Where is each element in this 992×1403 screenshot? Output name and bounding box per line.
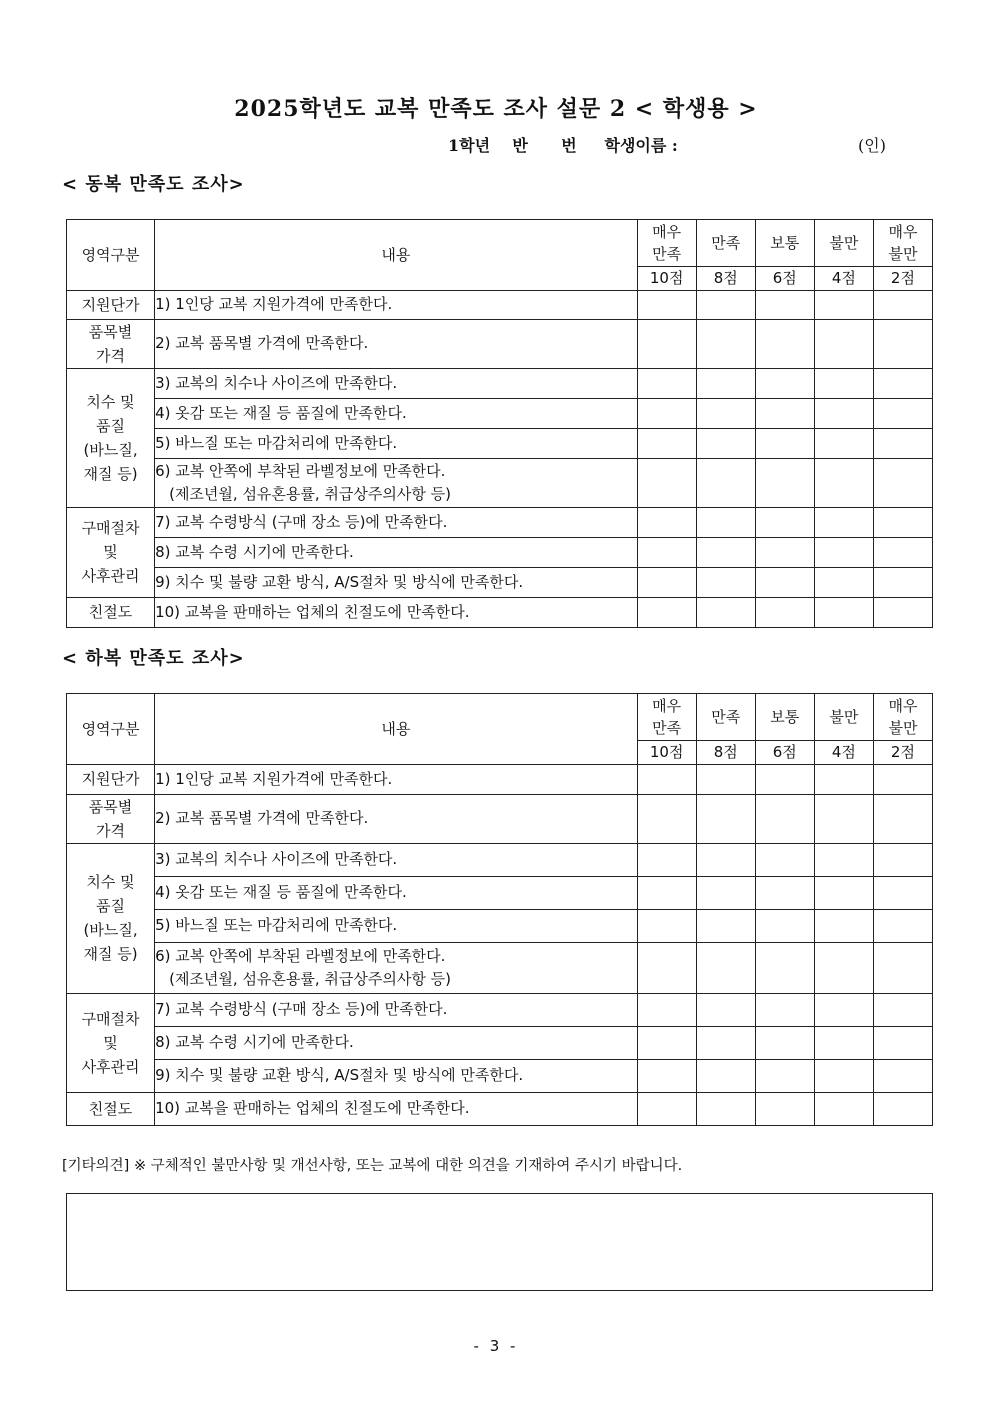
rating-cell[interactable] [637, 993, 696, 1026]
rating-cell[interactable] [755, 993, 814, 1026]
survey-item [155, 458, 638, 507]
rating-points: 4점 [814, 741, 873, 765]
category-price: 품목별 가격 [67, 794, 155, 843]
rating-cell[interactable] [696, 537, 755, 567]
rating-cell[interactable] [637, 368, 696, 398]
category-header: 영역구분 [67, 220, 155, 291]
survey-item-text: 7) 교복 수령방식 (구매 장소 등)에 만족한다. [155, 512, 448, 531]
rating-cell[interactable] [814, 993, 873, 1026]
survey-item-text: 2) 교복 품목별 가격에 만족한다. [155, 809, 369, 828]
rating-cell[interactable] [637, 1026, 696, 1059]
rating-cell[interactable] [637, 942, 696, 993]
rating-points: 2점 [873, 267, 932, 291]
rating-cell[interactable] [873, 319, 932, 368]
category-header: 영역구분 [67, 694, 155, 765]
rating-cell[interactable] [814, 1092, 873, 1125]
rating-cell[interactable] [755, 794, 814, 843]
rating-cell[interactable] [873, 458, 932, 507]
rating-cell[interactable] [873, 428, 932, 458]
survey-row [67, 993, 933, 1026]
rating-header: 보통 [755, 694, 814, 741]
survey-item-text: 10) 교복을 판매하는 업체의 친절도에 만족한다. [155, 1099, 470, 1118]
survey-item-text: 6) 교복 안쪽에 부착된 라벨정보에 만족한다. [155, 462, 446, 480]
summer-survey-table [66, 693, 933, 1126]
survey-row [67, 597, 933, 627]
survey-item-subtext: (제조년월, 섬유혼용률, 취급상주의사항 등) [169, 969, 451, 988]
rating-cell[interactable] [696, 398, 755, 428]
rating-cell[interactable] [873, 398, 932, 428]
survey-item [155, 909, 638, 942]
survey-row [67, 507, 933, 537]
survey-item [155, 1026, 638, 1059]
survey-item [155, 764, 638, 794]
winter-section-heading: < 동복 만족도 조사> [62, 174, 245, 195]
category-quality: 치수 및 품질 (바느질, 재질 등) [67, 843, 155, 993]
rating-cell[interactable] [696, 794, 755, 843]
rating-cell[interactable] [696, 1026, 755, 1059]
rating-cell[interactable] [873, 597, 932, 627]
summer-section-heading: < 하복 만족도 조사> [62, 648, 245, 669]
survey-item-text: 7) 교복 수령방식 (구매 장소 등)에 만족한다. [155, 1000, 448, 1019]
rating-cell[interactable] [755, 1026, 814, 1059]
rating-cell[interactable] [696, 319, 755, 368]
rating-cell[interactable] [696, 567, 755, 597]
rating-cell[interactable] [637, 319, 696, 368]
survey-row [67, 843, 933, 876]
rating-cell[interactable] [873, 290, 932, 319]
survey-item [155, 368, 638, 398]
student-info-line: 1학년 반 번 학생이름 : [448, 136, 678, 155]
rating-cell[interactable] [637, 1059, 696, 1092]
rating-cell[interactable] [873, 507, 932, 537]
rating-points: 10점 [637, 267, 696, 291]
rating-cell[interactable] [755, 876, 814, 909]
survey-item-text: 6) 교복 안쪽에 부착된 라벨정보에 만족한다. [155, 947, 446, 965]
rating-cell[interactable] [696, 843, 755, 876]
survey-row [67, 764, 933, 794]
rating-header: 불만 [814, 694, 873, 741]
category-price: 품목별 가격 [67, 319, 155, 368]
rating-cell[interactable] [637, 597, 696, 627]
rating-cell[interactable] [696, 507, 755, 537]
rating-cell[interactable] [755, 1059, 814, 1092]
rating-cell[interactable] [755, 1092, 814, 1125]
rating-cell[interactable] [755, 290, 814, 319]
rating-cell[interactable] [873, 909, 932, 942]
category-purchase: 구매절차 및 사후관리 [67, 993, 155, 1092]
survey-row [67, 567, 933, 597]
rating-cell[interactable] [814, 909, 873, 942]
survey-row [67, 794, 933, 843]
rating-cell[interactable] [814, 794, 873, 843]
rating-points: 2점 [873, 741, 932, 765]
rating-cell[interactable] [696, 876, 755, 909]
rating-cell[interactable] [814, 567, 873, 597]
survey-item [155, 876, 638, 909]
survey-item [155, 319, 638, 368]
rating-cell[interactable] [637, 794, 696, 843]
category-support: 지원단가 [67, 290, 155, 319]
rating-cell[interactable] [814, 319, 873, 368]
rating-cell[interactable] [814, 368, 873, 398]
rating-cell[interactable] [814, 507, 873, 537]
survey-row [67, 319, 933, 368]
survey-row [67, 368, 933, 398]
rating-cell[interactable] [814, 290, 873, 319]
category-kindness: 친절도 [67, 1092, 155, 1125]
rating-cell[interactable] [637, 507, 696, 537]
survey-item [155, 794, 638, 843]
page-number: - 3 - [473, 1337, 519, 1355]
rating-header: 매우 불만 [873, 220, 932, 267]
survey-item [155, 290, 638, 319]
rating-cell[interactable] [814, 597, 873, 627]
rating-cell[interactable] [814, 458, 873, 507]
survey-item [155, 537, 638, 567]
rating-cell[interactable] [814, 843, 873, 876]
rating-cell[interactable] [696, 428, 755, 458]
rating-cell[interactable] [814, 428, 873, 458]
rating-cell[interactable] [873, 1092, 932, 1125]
rating-cell[interactable] [873, 843, 932, 876]
rating-cell[interactable] [873, 764, 932, 794]
survey-item [155, 942, 638, 993]
page-title: 2025학년도 교복 만족도 조사 설문 2 < 학생용 > [234, 96, 758, 122]
rating-header: 만족 [696, 220, 755, 267]
rating-cell[interactable] [873, 567, 932, 597]
rating-cell[interactable] [696, 993, 755, 1026]
survey-item-text: 5) 바느질 또는 마감처리에 만족한다. [155, 433, 398, 452]
content-header: 내용 [155, 694, 638, 765]
rating-cell[interactable] [814, 1026, 873, 1059]
rating-cell[interactable] [755, 507, 814, 537]
rating-cell[interactable] [814, 537, 873, 567]
rating-cell[interactable] [873, 942, 932, 993]
survey-item [155, 1059, 638, 1092]
rating-cell[interactable] [755, 764, 814, 794]
rating-cell[interactable] [755, 398, 814, 428]
rating-cell[interactable] [755, 458, 814, 507]
rating-header: 불만 [814, 220, 873, 267]
survey-item-text: 9) 치수 및 불량 교환 방식, A/S절차 및 방식에 만족한다. [155, 1066, 524, 1085]
survey-item-text: 3) 교복의 치수나 사이즈에 만족한다. [155, 850, 398, 869]
survey-item [155, 398, 638, 428]
rating-cell[interactable] [814, 1059, 873, 1092]
survey-item-text: 1) 1인당 교복 지원가격에 만족한다. [155, 295, 393, 314]
survey-row [67, 428, 933, 458]
rating-cell[interactable] [755, 909, 814, 942]
survey-item-text: 8) 교복 수령 시기에 만족한다. [155, 542, 354, 561]
survey-row [67, 909, 933, 942]
rating-cell[interactable] [696, 1059, 755, 1092]
survey-item-text: 3) 교복의 치수나 사이즈에 만족한다. [155, 373, 398, 392]
rating-points: 8점 [696, 267, 755, 291]
survey-item-text: 4) 옷감 또는 재질 등 품질에 만족한다. [155, 403, 407, 422]
survey-row [67, 1026, 933, 1059]
survey-item-text: 2) 교복 품목별 가격에 만족한다. [155, 334, 369, 353]
rating-cell[interactable] [696, 764, 755, 794]
rating-cell[interactable] [637, 876, 696, 909]
rating-cell[interactable] [755, 843, 814, 876]
rating-cell[interactable] [873, 1026, 932, 1059]
rating-cell[interactable] [696, 942, 755, 993]
rating-cell[interactable] [696, 1092, 755, 1125]
rating-cell[interactable] [755, 537, 814, 567]
survey-item [155, 993, 638, 1026]
survey-row [67, 537, 933, 567]
rating-cell[interactable] [873, 794, 932, 843]
content-header: 내용 [155, 220, 638, 291]
rating-points: 10점 [637, 741, 696, 765]
rating-cell[interactable] [696, 458, 755, 507]
survey-row [67, 290, 933, 319]
winter-survey-table [66, 219, 933, 628]
category-support: 지원단가 [67, 764, 155, 794]
rating-header: 만족 [696, 694, 755, 741]
rating-cell[interactable] [637, 428, 696, 458]
rating-cell[interactable] [755, 597, 814, 627]
survey-row [67, 458, 933, 507]
survey-item [155, 567, 638, 597]
rating-cell[interactable] [637, 398, 696, 428]
seal-mark: (인) [858, 136, 886, 155]
survey-item-text: 8) 교복 수령 시기에 만족한다. [155, 1033, 354, 1052]
rating-cell[interactable] [637, 290, 696, 319]
survey-item [155, 428, 638, 458]
rating-cell[interactable] [814, 876, 873, 909]
rating-cell[interactable] [755, 942, 814, 993]
survey-item-text: 5) 바느질 또는 마감처리에 만족한다. [155, 916, 398, 935]
rating-cell[interactable] [637, 764, 696, 794]
survey-item [155, 843, 638, 876]
survey-item-subtext: (제조년월, 섬유혼용률, 취급상주의사항 등) [169, 484, 451, 503]
rating-cell[interactable] [637, 1092, 696, 1125]
category-kindness: 친절도 [67, 597, 155, 627]
rating-cell[interactable] [873, 368, 932, 398]
rating-cell[interactable] [696, 597, 755, 627]
survey-row [67, 876, 933, 909]
rating-cell[interactable] [755, 567, 814, 597]
rating-cell[interactable] [755, 428, 814, 458]
rating-cell[interactable] [873, 537, 932, 567]
rating-cell[interactable] [696, 290, 755, 319]
rating-points: 6점 [755, 267, 814, 291]
rating-cell[interactable] [814, 398, 873, 428]
rating-cell[interactable] [637, 458, 696, 507]
rating-cell[interactable] [814, 942, 873, 993]
survey-item [155, 1092, 638, 1125]
rating-header: 매우 만족 [637, 220, 696, 267]
survey-item-text: 9) 치수 및 불량 교환 방식, A/S절차 및 방식에 만족한다. [155, 572, 524, 591]
rating-cell[interactable] [696, 909, 755, 942]
rating-cell[interactable] [696, 368, 755, 398]
rating-cell[interactable] [873, 1059, 932, 1092]
rating-points: 8점 [696, 741, 755, 765]
rating-header: 보통 [755, 220, 814, 267]
survey-item [155, 597, 638, 627]
rating-header: 매우 만족 [637, 694, 696, 741]
survey-item-text: 10) 교복을 판매하는 업체의 친절도에 만족한다. [155, 602, 470, 621]
survey-item-text: 1) 1인당 교복 지원가격에 만족한다. [155, 769, 393, 788]
rating-cell[interactable] [814, 764, 873, 794]
survey-row [67, 942, 933, 993]
rating-cell[interactable] [755, 319, 814, 368]
rating-cell[interactable] [637, 567, 696, 597]
survey-row [67, 1092, 933, 1125]
rating-cell[interactable] [873, 876, 932, 909]
rating-points: 6점 [755, 741, 814, 765]
survey-item-text: 4) 옷감 또는 재질 등 품질에 만족한다. [155, 883, 407, 902]
survey-row [67, 1059, 933, 1092]
rating-cell[interactable] [637, 909, 696, 942]
rating-cell[interactable] [637, 843, 696, 876]
survey-row [67, 398, 933, 428]
rating-header: 매우 불만 [873, 694, 932, 741]
rating-cell[interactable] [755, 368, 814, 398]
category-purchase: 구매절차 및 사후관리 [67, 507, 155, 597]
survey-item [155, 507, 638, 537]
rating-cell[interactable] [637, 537, 696, 567]
other-opinions-label: [기타의견] ※ 구체적인 불만사항 및 개선사항, 또는 교복에 대한 의견을 기재하여 주시기 바랍니다. [62, 1158, 683, 1174]
rating-points: 4점 [814, 267, 873, 291]
other-opinions-box[interactable] [66, 1193, 933, 1291]
category-quality: 치수 및 품질 (바느질, 재질 등) [67, 368, 155, 507]
rating-cell[interactable] [873, 993, 932, 1026]
